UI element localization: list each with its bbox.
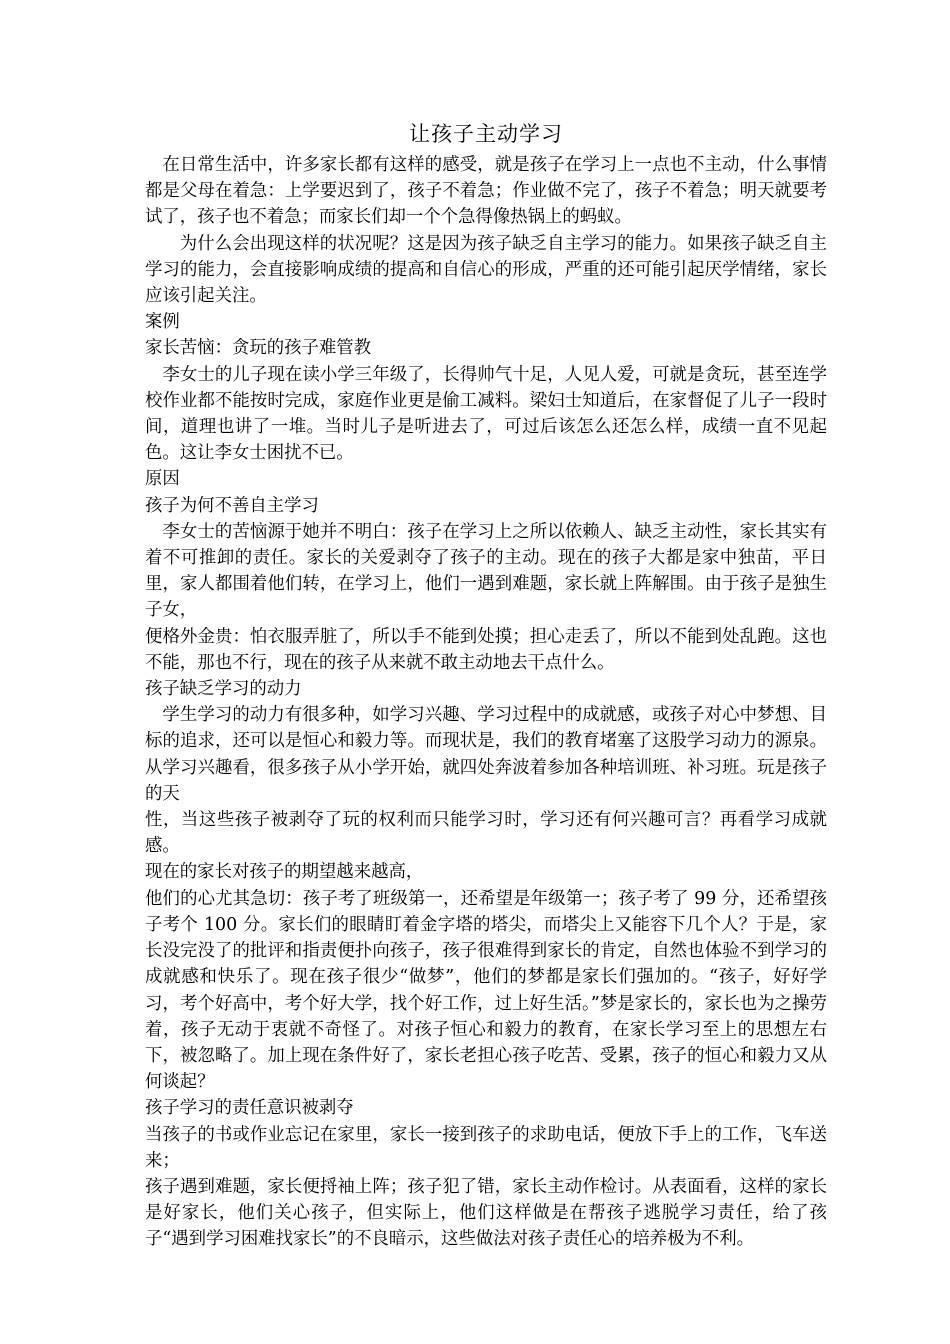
paragraph-expectation-lead: 现在的家长对孩子的期望越来越高， — [145, 862, 424, 883]
paragraph-intro: 在日常生活中，许多家长都有这样的感受，就是孩子在学习上一点也不主动，什么事情都是父母在着急：上学要迟到了，孩子不着急；作业做不完了，孩子不着急；明天就要考试了，孩子也不着急；而家长们却一个个急得像热锅上的蚂蚁。 — [145, 155, 827, 228]
section-heading-cause: 原因 — [145, 469, 180, 490]
subheading-why-not-autonomous: 孩子为何不善自主学习 — [145, 495, 319, 516]
paragraph-motivation-1: 学生学习的动力有很多种，如学习兴趣、学习过程中的成就感，或孩子对心中梦想、目标的追求，还可以是恒心和毅力等。而现状是，我们的教育堵塞了这股学习动力的源泉。从学习兴趣看，很多孩子从小学开始，就四处奔波着参加各种培训班、补习班。玩是孩子的天 — [145, 705, 827, 804]
subheading-responsibility: 孩子学习的责任意识被剥夺 — [145, 1098, 354, 1119]
document-title: 让孩子主动学习 — [409, 122, 563, 146]
subheading-parent-worry: 家长苦恼：贪玩的孩子难管教 — [145, 338, 372, 359]
paragraph-cause-1: 李女士的苦恼源于她并不明白：孩子在学习上之所以依赖人、缺乏主动性，家长其实有着不可推卸的责任。家长的关爱剥夺了孩子的主动。现在的孩子大都是家中独苗，平日里，家人都围着他们转，在学习上，他们一遇到难题，家长就上阵解围。由于孩子是独生子女， — [145, 521, 827, 621]
subheading-lack-motivation: 孩子缺乏学习的动力 — [145, 679, 302, 700]
section-heading-case: 案例 — [145, 312, 180, 333]
paragraph-motivation-2: 性，当这些孩子被剥夺了玩的权利而只能学习时，学习还有何兴趣可言？再看学习成就感。 — [145, 810, 827, 857]
paragraph-case-story: 李女士的儿子现在读小学三年级了，长得帅气十足，人见人爱，可就是贪玩，甚至连学校作业都不能按时完成，家庭作业更是偷工减料。梁妇士知道后，在家督促了儿子一段时间，道理也讲了一堆。当时儿子是听进去了，可过后该怎么还怎么样，成绩一直不见起色。这让李女士困扰不已。 — [145, 364, 827, 464]
paragraph-responsibility-1: 当孩子的书或作业忘记在家里，家长一接到孩子的求助电话，便放下手上的工作，飞车送来； — [145, 1124, 827, 1171]
paragraph-expectation-body: 他们的心尤其急切：孩子考了班级第一，还希望是年级第一；孩子考了 99 分，还希望孩子考个 100 分。家长们的眼睛盯着金字塔的塔尖，而塔尖上又能容下几个人？于是，家长没完没了的批评和指责便扑向孩子，孩子很难得到家长的肯定，自然也体验不到学习的成就感和快乐了。现在孩子很少“做梦”，他们的梦都是家长们强加的。“孩子，好好学习，考个好高中，考个好大学，找个好工作，过上好生活。”梦是家长的，家长也为之操劳着，孩子无动于衷就不奇怪了。对孩子恒心和毅力的教育，在家长学习至上的思想左右下，被忽略了。加上现在条件好了，家长老担心孩子吃苦、受累，孩子的恒心和毅力又从何谈起？ — [145, 888, 827, 1093]
paragraph-reason: 为什么会出现这样的状况呢？这是因为孩子缺乏自主学习的能力。如果孩子缺乏自主学习的能力，会直接影响成绩的提高和自信心的形成，严重的还可能引起厌学情绪，家长应该引起关注。 — [145, 233, 827, 307]
document-page — [145, 118, 827, 1253]
paragraph-cause-2: 便格外金贵：怕衣服弄脏了，所以手不能到处摸；担心走丢了，所以不能到处乱跑。这也不能，那也不行，现在的孩子从来就不敢主动地去干点什么。 — [145, 626, 827, 673]
paragraph-responsibility-2: 孩子遇到难题，家长便捋袖上阵；孩子犯了错，家长主动作检讨。从表面看，这样的家长是好家长，他们关心孩子，但实际上，他们这样做是在帮孩子逃脱学习责任，给了孩子“遇到学习困难找家长”的不良暗示，这些做法对孩子责任心的培养极为不利。 — [145, 1176, 827, 1250]
